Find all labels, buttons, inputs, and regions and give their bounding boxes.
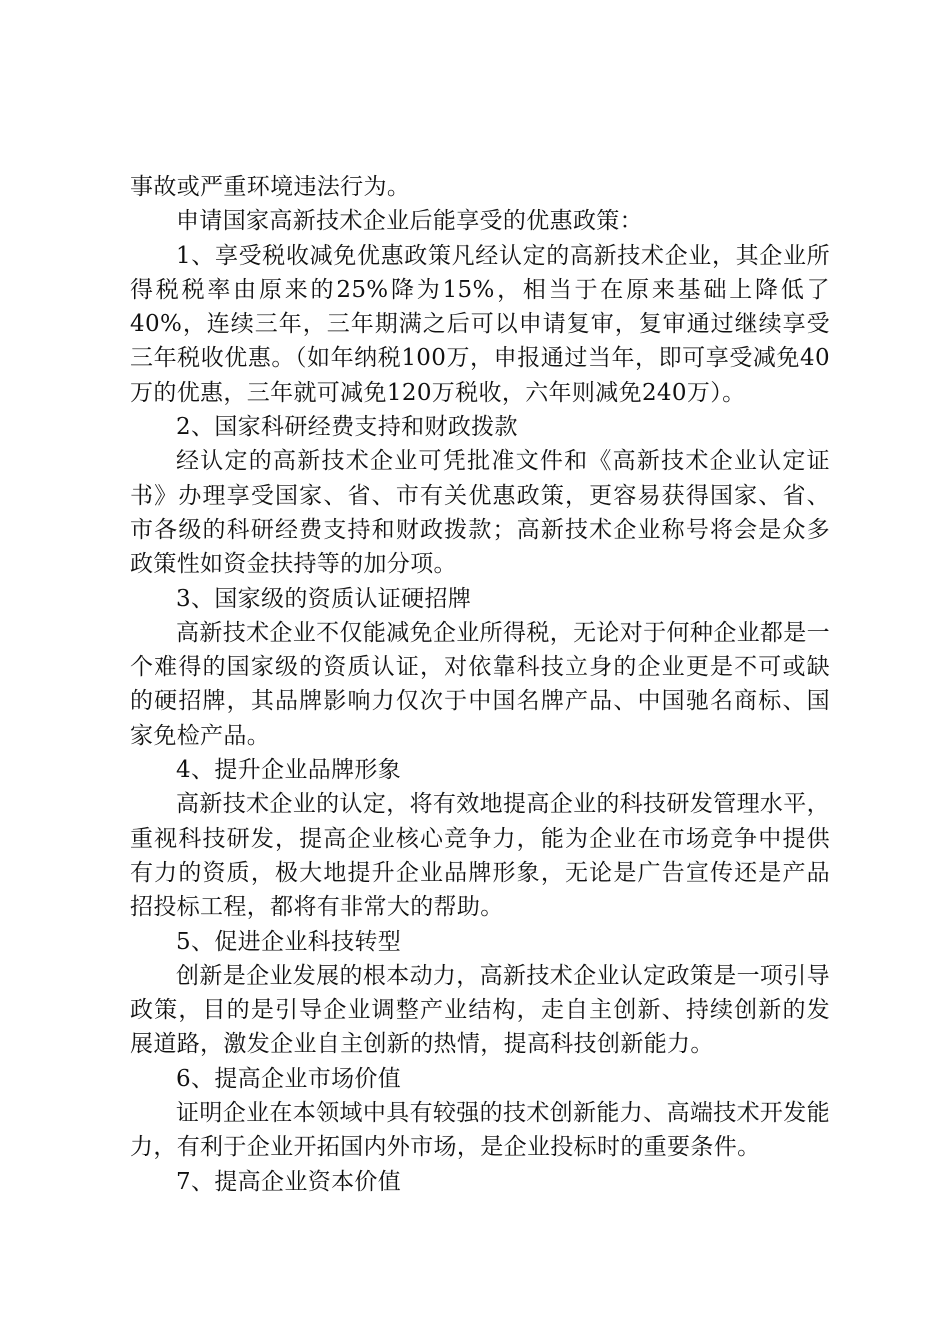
paragraph-item-1: 1、享受税收减免优惠政策凡经认定的高新技术企业，其企业所得税税率由原来的25%降为15%，相当于在原来基础上降低了40%，连续三年，三年期满之后可以申请复审，复审通过继续享受三年税收优惠。（如年纳税100万，申报通过当年，即可享受减免40万的优惠，三年就可减免120万税收，六年则减免240万）。 <box>130 242 830 406</box>
heading-item-2: 2、国家科研经费支持和财政拨款 <box>176 414 518 441</box>
heading-item-6: 6、提高企业市场价值 <box>176 1065 402 1092</box>
paragraph-intro: 申请国家高新技术企业后能享受的优惠政策： <box>176 208 643 235</box>
paragraph-item-2: 经认定的高新技术企业可凭批准文件和《高新技术企业认定证书》办理享受国家、省、市有关优惠政策，更容易获得国家、省、市各级的科研经费支持和财政拨款；高新技术企业称号将会是众多政策性如资金扶持等的加分项。 <box>130 448 830 578</box>
heading-item-3: 3、国家级的资质认证硬招牌 <box>176 585 472 612</box>
heading-item-4: 4、提升企业品牌形象 <box>176 757 402 784</box>
heading-item-7: 7、提高企业资本价值 <box>176 1168 402 1195</box>
paragraph-item-3: 高新技术企业不仅能减免企业所得税，无论对于何种企业都是一个难得的国家级的资质认证，对依靠科技立身的企业更是不可或缺的硬招牌，其品牌影响力仅次于中国名牌产品、中国驰名商标、国家免检产品。 <box>130 619 830 749</box>
paragraph-item-4: 高新技术企业的认定，将有效地提高企业的科技研发管理水平，重视科技研发，提高企业核心竞争力，能为企业在市场竞争中提供有力的资质，极大地提升企业品牌形象，无论是广告宣传还是产品招投标工程，都将有非常大的帮助。 <box>130 791 830 921</box>
heading-item-5: 5、促进企业科技转型 <box>176 928 402 955</box>
document-body <box>130 170 830 1199</box>
paragraph-item-5: 创新是企业发展的根本动力，高新技术企业认定政策是一项引导政策，目的是引导企业调整产业结构，走自主创新、持续创新的发展道路，激发企业自主创新的热情，提高科技创新能力。 <box>130 962 830 1058</box>
paragraph-item-6: 证明企业在本领域中具有较强的技术创新能力、高端技术开发能力，有利于企业开拓国内外市场，是企业投标时的重要条件。 <box>130 1100 830 1161</box>
paragraph-continuation: 事故或严重环境违法行为。 <box>130 174 411 200</box>
